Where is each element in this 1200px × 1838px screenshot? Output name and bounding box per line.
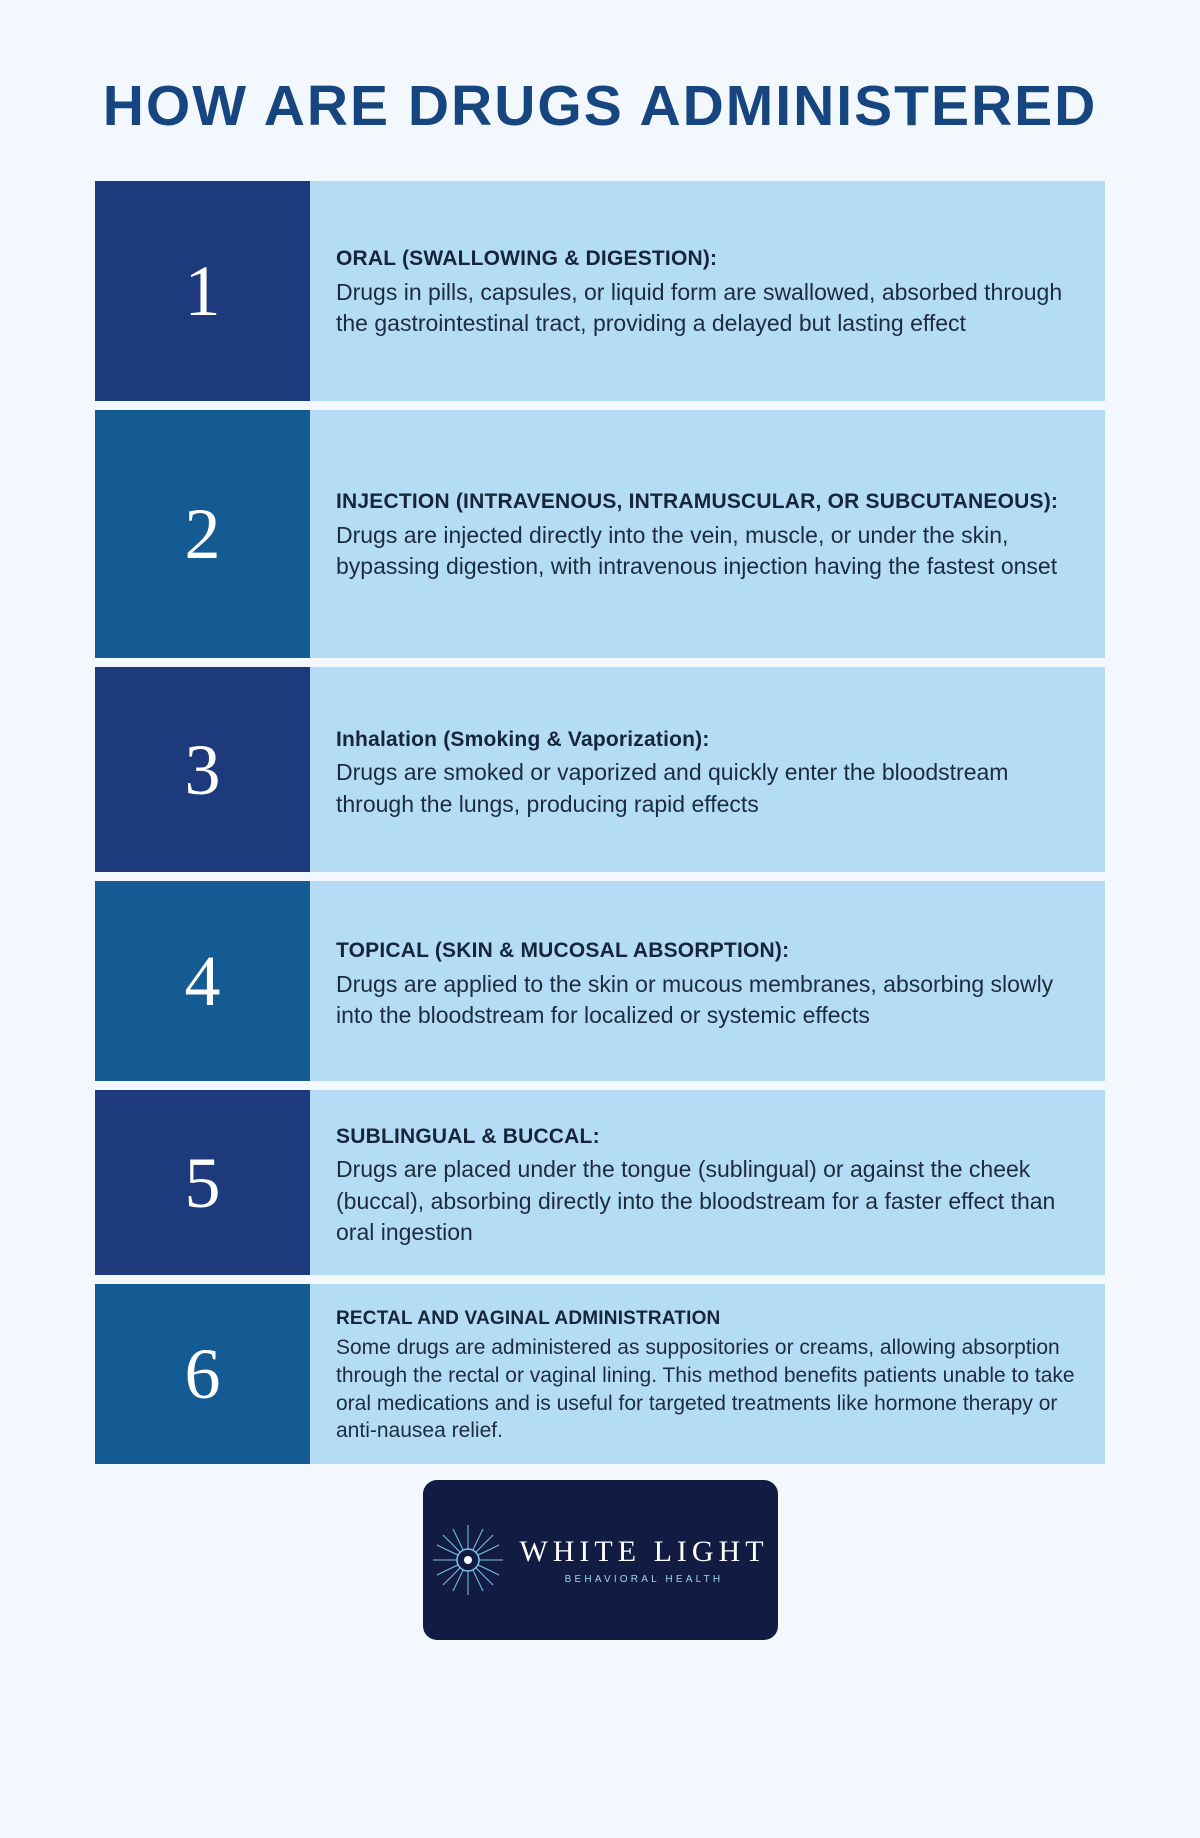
step-description: Drugs are injected directly into the vein, muscle, or under the skin, bypassing digestion, with intravenous injection having the fastest onset bbox=[336, 521, 1058, 579]
list-item bbox=[95, 881, 1105, 1081]
step-number: 4 bbox=[184, 941, 221, 1022]
step-description: Some drugs are administered as suppositories or creams, allowing absorption through the rectal or vaginal lining. This method benefits patients unable to take oral medications and is useful for targeted treatments like hormone therapy or anti-nausea relief. bbox=[336, 1336, 1075, 1443]
step-number-badge bbox=[95, 410, 310, 658]
step-number-badge bbox=[95, 181, 310, 401]
step-number-badge bbox=[95, 667, 310, 872]
step-description: Drugs are smoked or vaporized and quickly enter the bloodstream through the lungs, producing rapid effects bbox=[336, 759, 1009, 817]
step-heading: INJECTION (INTRAVENOUS, INTRAMUSCULAR, OR SUBCUTANEOUS): bbox=[336, 490, 1059, 514]
step-content bbox=[310, 667, 1105, 872]
step-number: 2 bbox=[184, 494, 221, 575]
list-item bbox=[95, 1090, 1105, 1275]
step-content bbox=[310, 881, 1105, 1081]
step-number: 1 bbox=[184, 251, 221, 332]
list-item bbox=[95, 410, 1105, 658]
step-heading: Inhalation (Smoking & Vaporization): bbox=[336, 727, 710, 751]
brand-footer bbox=[423, 1480, 778, 1640]
steps-list bbox=[95, 181, 1105, 1464]
list-item bbox=[95, 1284, 1105, 1464]
step-heading: RECTAL AND VAGINAL ADMINISTRATION bbox=[336, 1307, 721, 1329]
step-heading: SUBLINGUAL & BUCCAL: bbox=[336, 1124, 600, 1148]
infographic-page bbox=[0, 38, 1200, 1838]
step-description: Drugs are applied to the skin or mucous membranes, absorbing slowly into the bloodstream for localized or systemic effects bbox=[336, 970, 1054, 1028]
step-number: 6 bbox=[184, 1334, 221, 1415]
step-number: 5 bbox=[184, 1142, 221, 1223]
step-number-badge bbox=[95, 881, 310, 1081]
step-description: Drugs in pills, capsules, or liquid form are swallowed, absorbed through the gastrointestinal tract, providing a delayed but lasting effect bbox=[336, 278, 1063, 336]
step-number-badge bbox=[95, 1284, 310, 1464]
step-heading: ORAL (SWALLOWING & DIGESTION): bbox=[336, 247, 718, 271]
list-item bbox=[95, 667, 1105, 872]
step-content bbox=[310, 1284, 1105, 1464]
step-heading: TOPICAL (SKIN & MUCOSAL ABSORPTION): bbox=[336, 939, 790, 963]
brand-lockup bbox=[519, 1535, 768, 1585]
step-number: 3 bbox=[184, 729, 221, 810]
brand-tagline: BEHAVIORAL HEALTH bbox=[564, 1574, 724, 1586]
page-title: HOW ARE DRUGS ADMINISTERED bbox=[102, 74, 1098, 139]
step-content bbox=[310, 181, 1105, 401]
step-content bbox=[310, 410, 1105, 658]
list-item bbox=[95, 181, 1105, 401]
step-number-badge bbox=[95, 1090, 310, 1275]
step-description: Drugs are placed under the tongue (sublingual) or against the cheek (buccal), absorbing directly into the bloodstream for a faster effect than oral ingestion bbox=[336, 1156, 1056, 1246]
step-content bbox=[310, 1090, 1105, 1275]
brand-name: WHITE LIGHT bbox=[519, 1535, 769, 1569]
starburst-icon bbox=[431, 1523, 505, 1597]
